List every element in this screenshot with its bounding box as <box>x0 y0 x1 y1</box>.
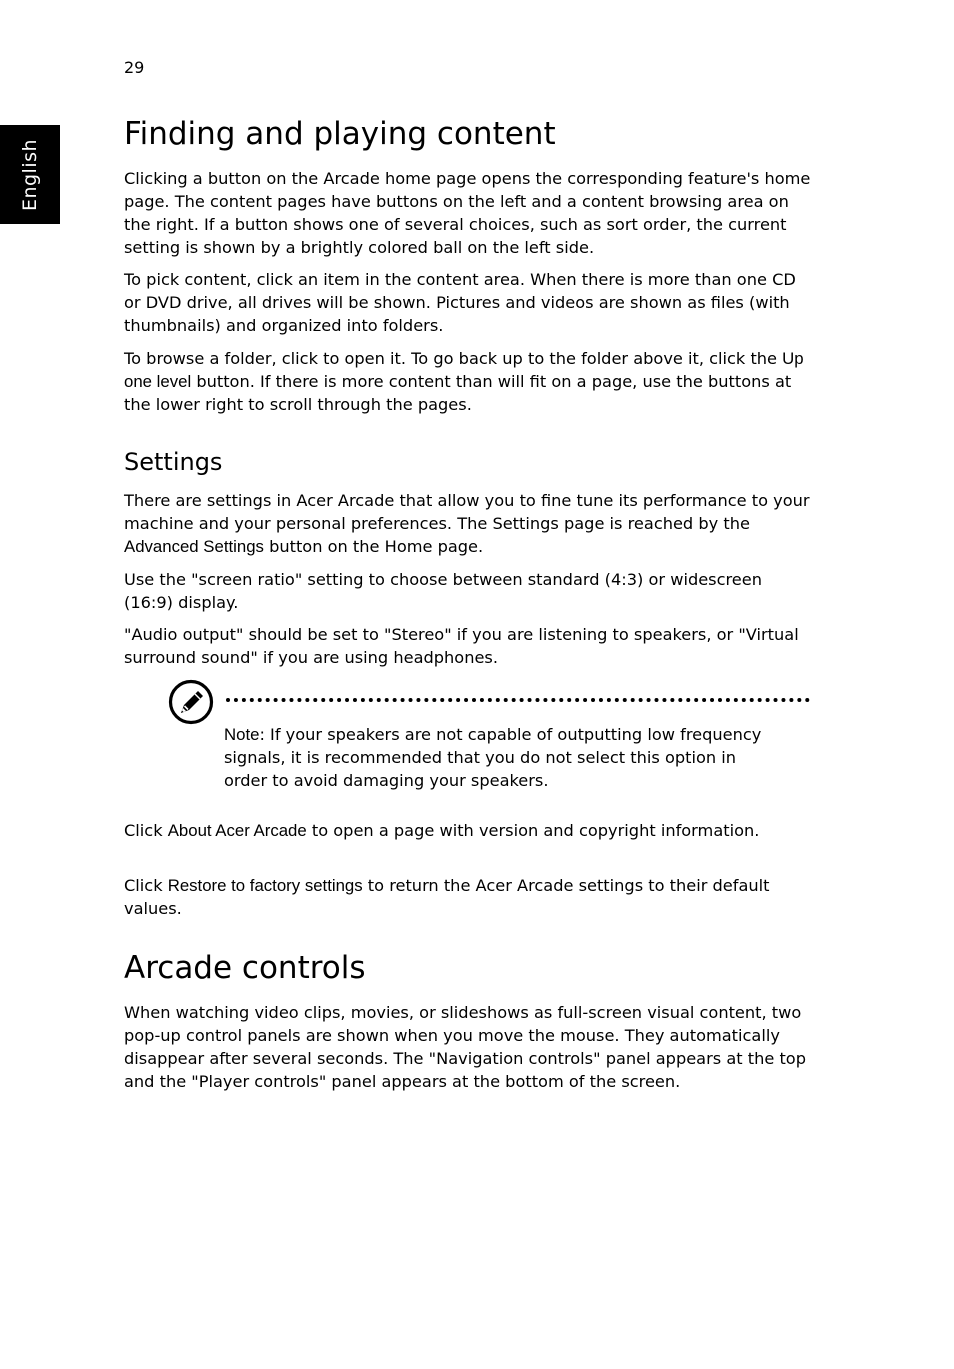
paragraph-settings-5-start: Click <box>124 876 168 895</box>
note-text <box>224 723 784 792</box>
subsection-title-settings: Settings <box>124 448 223 476</box>
paragraph-settings-5 <box>124 874 814 920</box>
note-callout <box>168 679 814 799</box>
paragraph-settings-4-start: Click <box>124 821 168 840</box>
paragraph-finding-3-start: To browse a folder, click to open it. To go back up to the folder above it, click the <box>124 349 783 368</box>
paragraph-settings-4-end: to open a page with version and copyright information. <box>306 821 760 840</box>
note-dotted-rule <box>226 698 810 702</box>
paragraph-arcade-controls-1: When watching video clips, movies, or slideshows as full-screen visual content, two pop-up control panels are shown when you move the mouse. They automatically disappear after several seconds. The "Navigation controls" panel appears at the top and the "Player controls" panel appears at the bottom of the screen. <box>124 1003 806 1091</box>
note-body: : If your speakers are not capable of outputting low frequency signals, it is recommended that you do not select this option in order to avoid damaging your speakers. <box>224 725 762 790</box>
section-title-arcade-controls: Arcade controls <box>124 950 366 986</box>
term-restore-factory-settings: Restore to factory settings <box>167 876 363 895</box>
paragraph-finding-3 <box>124 347 814 416</box>
language-tab-label: English <box>19 138 41 211</box>
note-label: Note <box>224 725 260 744</box>
term-up-one-level: Up one level <box>124 349 804 391</box>
paragraph-finding-3-end: button. If there is more content than will fit on a page, use the buttons at the lower right to scroll through the pages. <box>124 372 792 414</box>
page-number: 29 <box>124 58 145 77</box>
paragraph-finding-2: To pick content, click an item in the content area. When there is more than one CD or DVD drive, all drives will be shown. Pictures and videos are shown as files (with thumbnails) and organized into folders. <box>124 270 796 335</box>
paragraph-settings-5-end: to return the Acer Arcade settings to their default values. <box>124 876 770 918</box>
term-advanced-settings: Advanced Settings <box>124 537 264 556</box>
paragraph-settings-1 <box>124 489 814 558</box>
section-title-finding-playing: Finding and playing content <box>124 116 556 152</box>
language-tab <box>0 125 60 224</box>
paragraph-settings-1-start: There are settings in Acer Arcade that allow you to fine tune its performance to your machine and your personal preferences. The Settings page is reached by the <box>124 491 810 533</box>
paragraph-settings-4 <box>124 819 814 842</box>
note-pencil-icon <box>168 679 214 725</box>
term-about-acer-arcade: About Acer Arcade <box>167 821 307 840</box>
paragraph-settings-1-end: button on the Home page. <box>263 537 484 556</box>
paragraph-settings-3: "Audio output" should be set to "Stereo" if you are listening to speakers, or "Virtual surround sound" if you are using headphones. <box>124 625 799 667</box>
paragraph-finding-1: Clicking a button on the Arcade home page opens the corresponding feature's home page. The content pages have buttons on the left and a content browsing area on the right. If a button shows one of several choices, such as sort order, the current setting is shown by a brightly colored ball on the left side. <box>124 169 811 257</box>
paragraph-settings-2: Use the "screen ratio" setting to choose between standard (4:3) or widescreen (16:9) display. <box>124 570 762 612</box>
